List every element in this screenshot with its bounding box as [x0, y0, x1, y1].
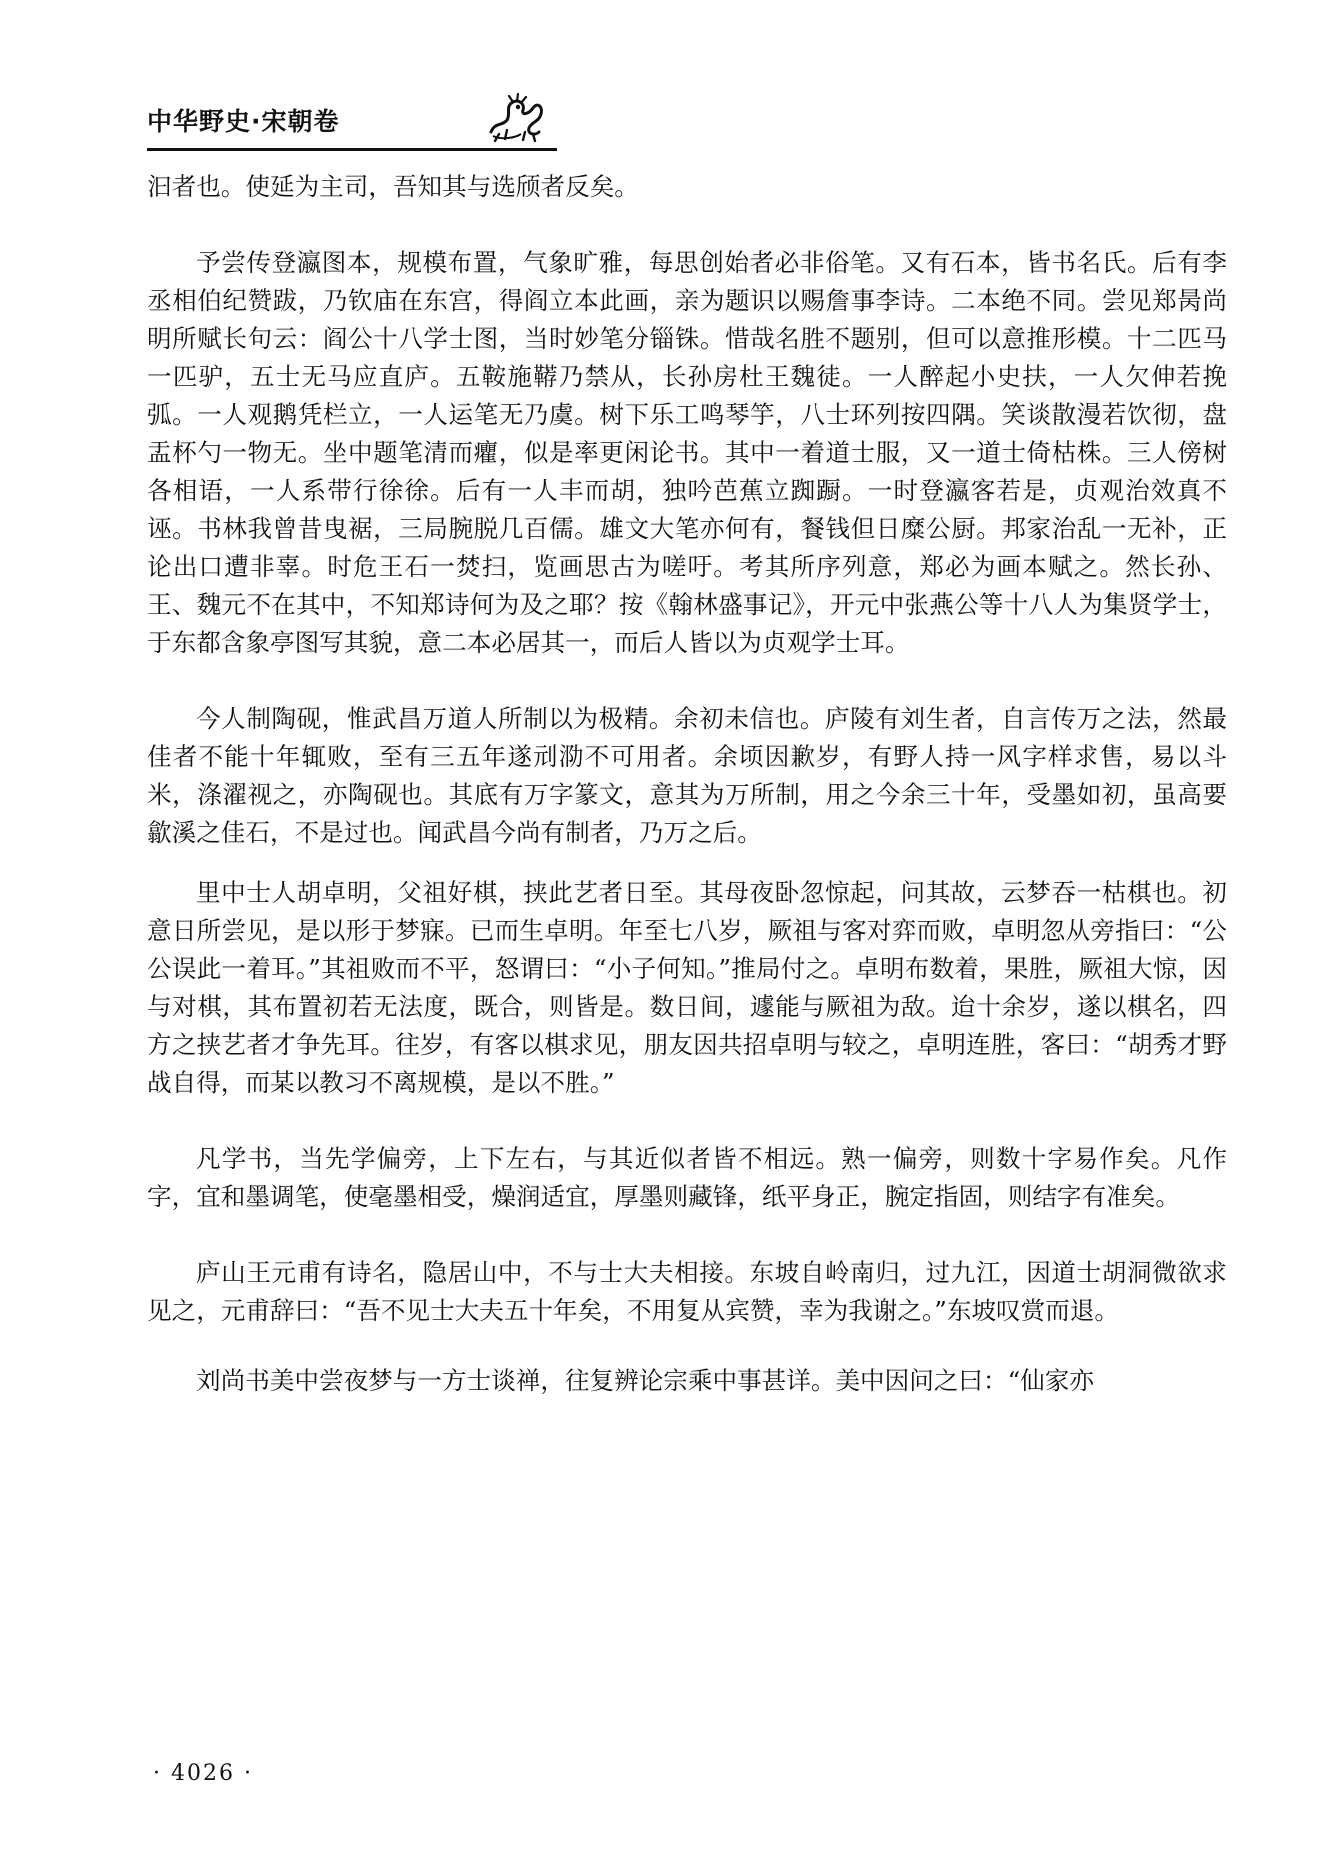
paragraph-pottery-inkstone: 今人制陶砚，惟武昌万道人所制以为极精。余初未信也。庐陵有刘生者，自言传万之法，然最佳者不能十年辄败，至有三五年遂刓泐不可用者。余顷因歉岁，有野人持一风字样求售，易以斗米，涤濯视之，亦陶砚也。其底有万字篆文，意其为万所制，用之今余三十年，受墨如初，虽高要歙溪之佳石，不是过也。闻武昌今尚有制者，乃万之后。 [147, 704, 1227, 847]
running-header [147, 92, 557, 156]
page-number: · 4026 · [153, 1761, 253, 1786]
paragraph-dengying-painting: 予尝传登瀛图本，规模布置，气象旷雅，每思创始者必非俗笔。又有石本，皆书名氏。后有李丞相伯纪赞跋，乃钦庙在东宫，得阎立本此画，亲为题识以赐詹事李诗。二本绝不同。尝见郑昺尚明所赋长句云：阎公十八学士图，当时妙笔分锱铢。惜哉名胜不题别，但可以意推形模。十二匹马一匹驴，五士无马应直庐。五鞍施鞯乃禁从，长孙房杜王魏徒。一人醉起小史扶，一人欠伸若挽弧。一人观鹅凭栏立，一人运笔无乃虞。树下乐工鸣琴竽，八士环列按四隅。笑谈散漫若饮彻，盘盂杯勺一物无。坐中题笔清而癯，似是率更闲论书。其中一着道士服，又一道士倚枯株。三人傍树各相语，一人系带行徐徐。后有一人丰而胡，独吟芭蕉立踟蹰。一时登瀛客若是，贞观治效真不诬。书林我曾昔曳裾，三局腕脱几百儒。雄文大笔亦何有，餐钱但日糜公厨。邦家治乱一无补，正论出口遭非辜。时危王石一焚扫，览画思古为嗟吁。考其所序列意，郑必为画本赋之。然长孙、王、魏元不在其中，不知郑诗何为及之耶？按《翰林盛事记》，开元中张燕公等十八人为集贤学士，于东都含象亭图写其貌，意二本必居其一，而后人皆以为贞观学士耳。 [147, 248, 1227, 657]
paragraph-calligraphy: 凡学书，当先学偏旁，上下左右，与其近似者皆不相远。熟一偏旁，则数十字易作矣。凡作字，宜和墨调笔，使毫墨相受，燥润适宜，厚墨则藏锋，纸平身正，腕定指固，则结字有准矣。 [147, 1144, 1227, 1211]
page-body [147, 168, 1227, 1400]
paragraph-continued: 汩者也。使延为主司，吾知其与选颀者反矣。 [147, 172, 639, 201]
dragon-logo-icon [485, 92, 549, 144]
paragraph-liu-meizhong: 刘尚书美中尝夜梦与一方士谈禅，往复辨论宗乘中事甚详。美中因问之曰：“仙家亦 [196, 1366, 1094, 1395]
paragraph-wang-yuanfu: 庐山王元甫有诗名，隐居山中，不与士大夫相接。东坡自岭南归，过九江，因道士胡洞微欲求见之，元甫辞曰：“吾不见士大夫五十年矣，不用复从宾赞，幸为我谢之。”东坡叹赏而退。 [147, 1258, 1227, 1325]
header-rule [147, 148, 557, 151]
book-title: 中华野史·宋朝卷 [147, 107, 340, 136]
paragraph-hu-zhuoming-weiqi: 里中士人胡卓明，父祖好棋，挟此艺者日至。其母夜卧忽惊起，问其故，云梦吞一枯棋也。初意日所尝见，是以形于梦寐。已而生卓明。年至七八岁，厥祖与客对弈而败，卓明忽从旁指曰：“公公误此一着耳。”其祖败而不平，怒谓曰：“小子何知。”推局付之。卓明布数着，果胜，厥祖大惊，因与对棋，其布置初若无法度，既合，则皆是。数日间，遽能与厥祖为敌。迨十余岁，遂以棋名，四方之挟艺者才争先耳。往岁，有客以棋求见，朋友因共招卓明与较之，卓明连胜，客曰：“胡秀才野战自得，而某以教习不离规模，是以不胜。” [147, 878, 1227, 1097]
